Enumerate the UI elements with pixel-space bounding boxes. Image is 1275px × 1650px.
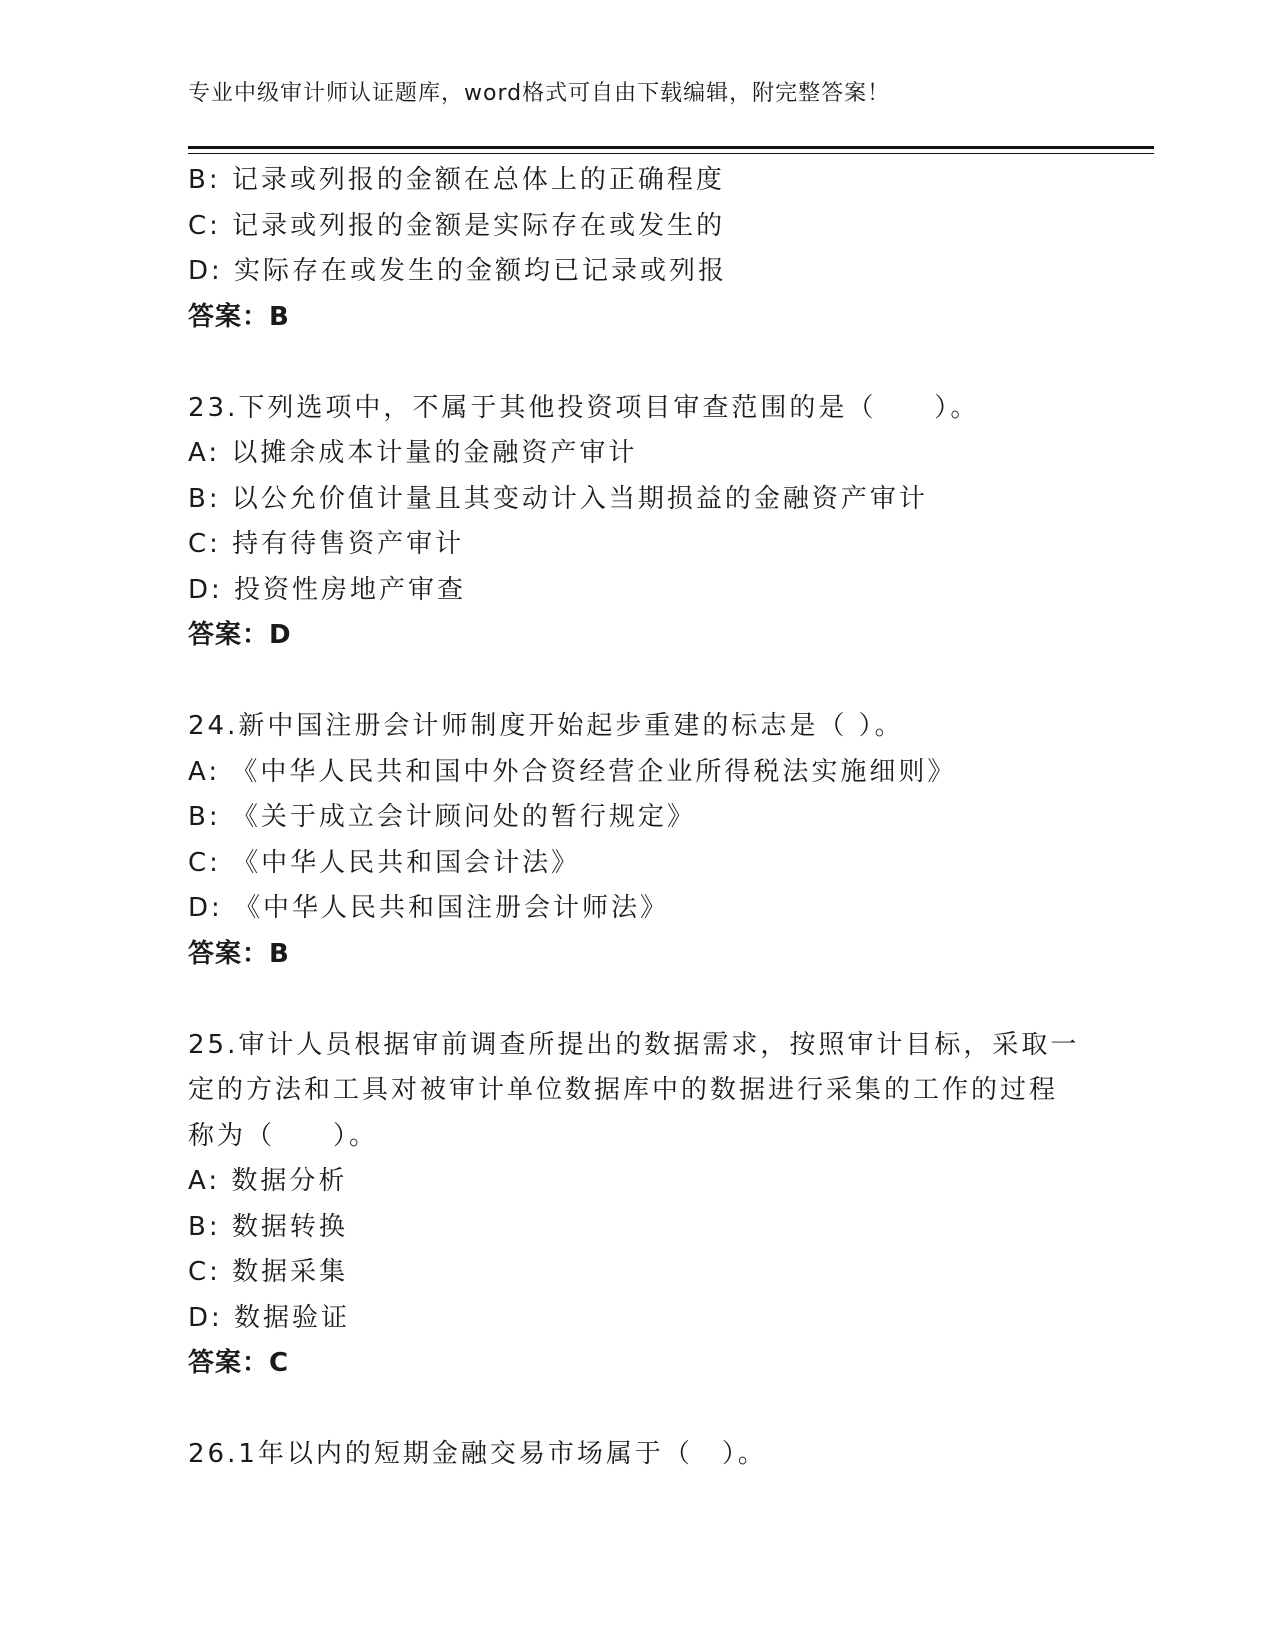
question-stem: 26.1年以内的短期金融交易市场属于（ ）。 <box>188 1439 767 1469</box>
answer: 答案：B <box>188 938 290 969</box>
option-b: B: 数据转换 <box>188 1211 348 1242</box>
page-header: 专业中级审计师认证题库，word格式可自由下载编辑，附完整答案！ <box>188 81 891 106</box>
option-c: C: 记录或列报的金额是实际存在或发生的 <box>188 210 726 241</box>
prev-question <box>188 158 1088 340</box>
option-b: B: 记录或列报的金额在总体上的正确程度 <box>188 165 725 195</box>
answer: 答案：B <box>188 301 290 332</box>
option-b: B: 以公允价值计量且其变动计入当期损益的金融资产审计 <box>188 483 928 514</box>
question-content <box>188 158 1088 1478</box>
question-stem: 23.下列选项中，不属于其他投资项目审查范围的是（ ）。 <box>188 392 980 423</box>
option-a: A: 数据分析 <box>188 1166 348 1196</box>
question-26 <box>188 1432 1088 1478</box>
spacer <box>188 1387 1088 1433</box>
question-stem: 24.新中国注册会计师制度开始起步重建的标志是（ ）。 <box>188 711 904 741</box>
answer: 答案：C <box>188 1348 290 1378</box>
option-d: D: 实际存在或发生的金额均已记录或列报 <box>188 256 728 286</box>
option-c: C: 《中华人民共和国会计法》 <box>188 847 581 878</box>
option-b: B: 《关于成立会计顾问处的暂行规定》 <box>188 802 696 832</box>
option-d: D: 数据验证 <box>188 1302 351 1333</box>
spacer <box>188 340 1088 386</box>
spacer <box>188 977 1088 1023</box>
option-d: D: 《中华人民共和国注册会计师法》 <box>188 893 670 923</box>
option-c: C: 数据采集 <box>188 1257 349 1287</box>
question-stem-line-2: 定的方法和工具对被审计单位数据库中的数据进行采集的工作的过程 <box>188 1075 1059 1105</box>
option-c: C: 持有待售资产审计 <box>188 529 465 559</box>
option-a: A: 以摊余成本计量的金融资产审计 <box>188 438 638 468</box>
header-rule-thin <box>188 153 1154 154</box>
question-stem-line-3: 称为（ ）。 <box>188 1120 379 1151</box>
question-23 <box>188 386 1088 659</box>
option-a: A: 《中华人民共和国中外合资经营企业所得税法实施细则》 <box>188 756 957 787</box>
question-24 <box>188 704 1088 977</box>
header-rule-thick <box>188 146 1154 149</box>
option-d: D: 投资性房地产审查 <box>188 574 467 605</box>
question-25 <box>188 1023 1088 1387</box>
answer: 答案：D <box>188 620 292 650</box>
question-stem-line-1: 25.审计人员根据审前调查所提出的数据需求，按照审计目标，采取一 <box>188 1029 1080 1060</box>
spacer <box>188 659 1088 705</box>
